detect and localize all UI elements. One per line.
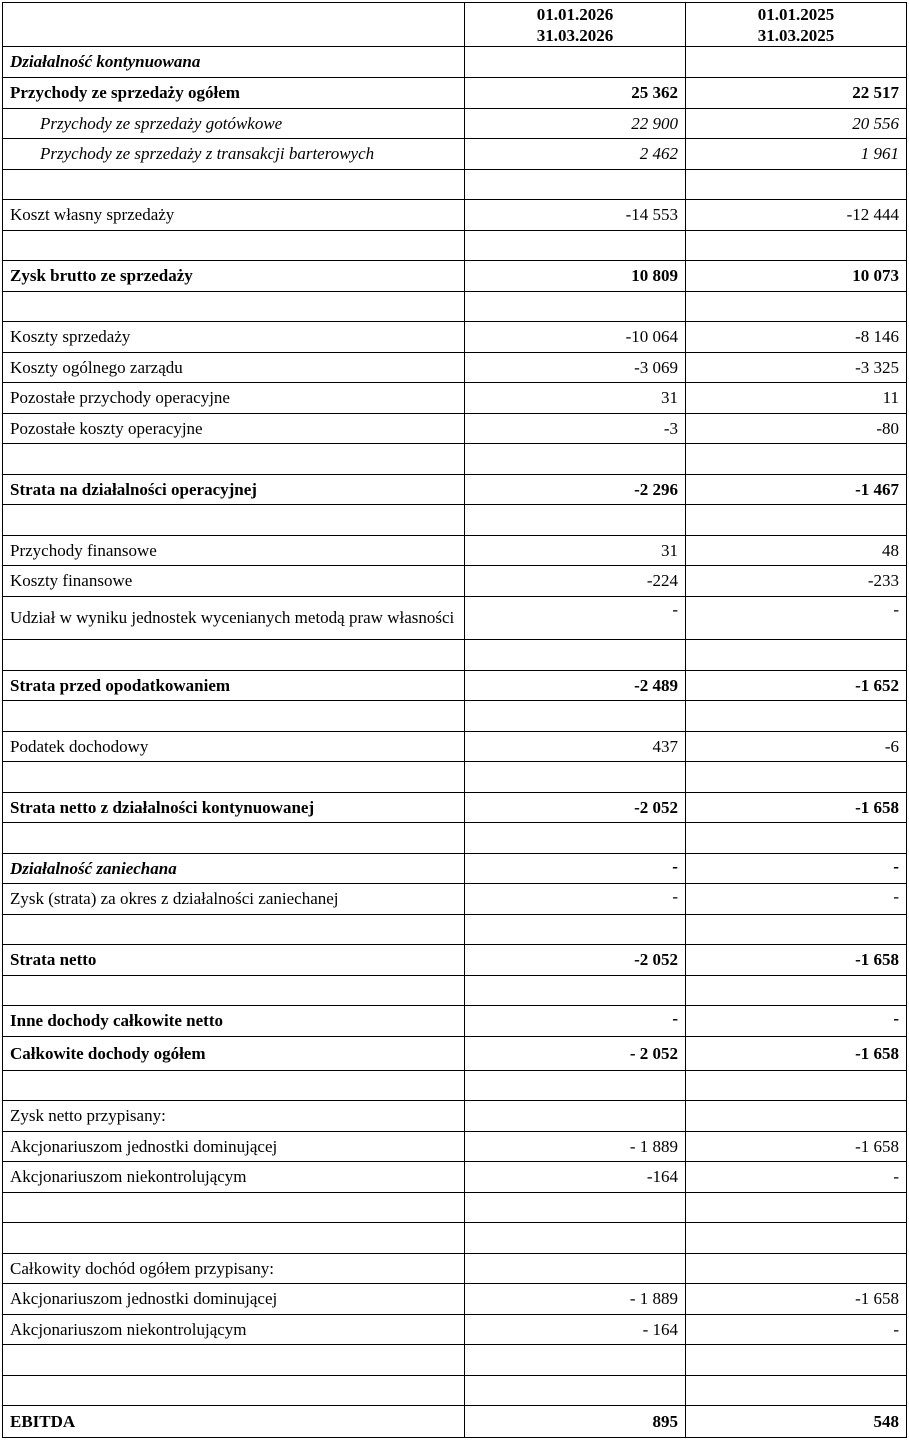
value-prior-period: 548 (686, 1406, 907, 1438)
value-current-period (465, 292, 686, 322)
table-row (3, 823, 907, 854)
value-prior-period: -1 658 (686, 1132, 907, 1162)
row-label (3, 444, 465, 475)
row-label (3, 976, 465, 1006)
value-prior-period (686, 1071, 907, 1101)
value-current-period (465, 444, 686, 475)
value-prior-period (686, 444, 907, 475)
value-prior-period: - (686, 1315, 907, 1345)
value-prior-period: -1 658 (686, 793, 907, 823)
row-label: Zysk brutto ze sprzedaży (3, 261, 465, 292)
row-label: Akcjonariuszom niekontrolującym (3, 1315, 465, 1345)
row-label: Akcjonariuszom jednostki dominującej (3, 1284, 465, 1315)
row-label (3, 1193, 465, 1223)
table-row (3, 976, 907, 1006)
value-prior-period (686, 1345, 907, 1376)
table-row (3, 322, 907, 353)
table-row (3, 1254, 907, 1284)
period-current-start: 01.01.2026 (536, 5, 614, 24)
value-prior-period: 48 (686, 536, 907, 566)
value-prior-period: -6 (686, 732, 907, 762)
value-current-period (465, 915, 686, 945)
value-current-period: 895 (465, 1406, 686, 1438)
value-current-period: 31 (465, 536, 686, 566)
table-row (3, 854, 907, 884)
value-current-period: 2 462 (465, 139, 686, 170)
value-prior-period (686, 976, 907, 1006)
value-current-period: -164 (465, 1162, 686, 1193)
value-current-period (465, 640, 686, 671)
table-row (3, 566, 907, 597)
value-prior-period (686, 762, 907, 793)
table-row (3, 793, 907, 823)
table-row (3, 353, 907, 383)
row-label: Strata netto z działalności kontynuowanej (3, 793, 465, 823)
value-prior-period: - (686, 1006, 907, 1037)
row-label: Przychody ze sprzedaży z transakcji barterowych (3, 139, 465, 170)
value-current-period (465, 231, 686, 261)
table-row (3, 640, 907, 671)
value-current-period (465, 762, 686, 793)
table-row (3, 109, 907, 139)
table-row (3, 1223, 907, 1254)
row-label: Działalność kontynuowana (3, 47, 465, 78)
table-row (3, 383, 907, 414)
table-row (3, 1132, 907, 1162)
row-label: Przychody ze sprzedaży gotówkowe (3, 109, 465, 139)
table-row (3, 292, 907, 322)
row-label (3, 640, 465, 671)
row-label: Akcjonariuszom jednostki dominującej (3, 1132, 465, 1162)
value-prior-period: -233 (686, 566, 907, 597)
value-prior-period: -1 658 (686, 1284, 907, 1315)
value-current-period: -2 052 (465, 793, 686, 823)
table-row (3, 1376, 907, 1406)
value-current-period: -14 553 (465, 200, 686, 231)
value-prior-period (686, 701, 907, 732)
value-current-period: -2 489 (465, 671, 686, 701)
value-current-period: - (465, 597, 686, 640)
table-row (3, 732, 907, 762)
table-row (3, 261, 907, 292)
value-prior-period (686, 1254, 907, 1284)
value-prior-period (686, 170, 907, 200)
row-label (3, 915, 465, 945)
value-prior-period: 22 517 (686, 78, 907, 109)
row-label: Koszty sprzedaży (3, 322, 465, 353)
table-row (3, 536, 907, 566)
table-row (3, 170, 907, 200)
value-current-period (465, 1254, 686, 1284)
table-row (3, 47, 907, 78)
value-current-period: -3 069 (465, 353, 686, 383)
table-row (3, 139, 907, 170)
value-current-period: 437 (465, 732, 686, 762)
table-row (3, 597, 907, 640)
value-current-period: -3 (465, 414, 686, 444)
row-label: Strata netto (3, 945, 465, 976)
value-current-period: -2 052 (465, 945, 686, 976)
table-row (3, 1037, 907, 1071)
value-prior-period (686, 640, 907, 671)
value-prior-period: -1 658 (686, 945, 907, 976)
value-current-period: - 1 889 (465, 1284, 686, 1315)
table-row (3, 1345, 907, 1376)
row-label: Koszty finansowe (3, 566, 465, 597)
value-prior-period: 20 556 (686, 109, 907, 139)
value-current-period (465, 505, 686, 536)
value-prior-period: -80 (686, 414, 907, 444)
row-label (3, 292, 465, 322)
row-label: Pozostałe koszty operacyjne (3, 414, 465, 444)
value-prior-period (686, 505, 907, 536)
table-row (3, 505, 907, 536)
header-period-prior (686, 3, 907, 47)
value-prior-period (686, 1193, 907, 1223)
value-current-period: - (465, 854, 686, 884)
table-row (3, 1284, 907, 1315)
value-current-period (465, 1376, 686, 1406)
table-row (3, 701, 907, 732)
row-label: Inne dochody całkowite netto (3, 1006, 465, 1037)
value-prior-period: - (686, 854, 907, 884)
value-current-period (465, 47, 686, 78)
row-label: Udział w wyniku jednostek wycenianych metodą praw własności (3, 597, 465, 640)
value-current-period (465, 170, 686, 200)
value-current-period: 31 (465, 383, 686, 414)
value-prior-period: 11 (686, 383, 907, 414)
row-label: Koszty ogólnego zarządu (3, 353, 465, 383)
value-prior-period: -8 146 (686, 322, 907, 353)
value-current-period: 25 362 (465, 78, 686, 109)
table-row (3, 671, 907, 701)
financial-table (2, 2, 907, 1438)
value-prior-period: -1 652 (686, 671, 907, 701)
row-label: Pozostałe przychody operacyjne (3, 383, 465, 414)
row-label: EBITDA (3, 1406, 465, 1438)
table-row (3, 1006, 907, 1037)
income-statement (2, 2, 906, 1437)
table-row (3, 231, 907, 261)
value-prior-period (686, 1376, 907, 1406)
value-current-period: -224 (465, 566, 686, 597)
period-current-end: 31.03.2026 (536, 26, 614, 45)
value-prior-period (686, 47, 907, 78)
value-prior-period: -1 658 (686, 1037, 907, 1071)
value-current-period (465, 1223, 686, 1254)
value-current-period: - 164 (465, 1315, 686, 1345)
header-label-cell (3, 3, 465, 47)
row-label (3, 701, 465, 732)
table-body (3, 3, 907, 1438)
value-current-period (465, 1101, 686, 1132)
value-prior-period: - (686, 597, 907, 640)
value-current-period: - 2 052 (465, 1037, 686, 1071)
row-label (3, 823, 465, 854)
table-row (3, 1162, 907, 1193)
value-current-period: 10 809 (465, 261, 686, 292)
value-current-period (465, 1345, 686, 1376)
value-prior-period (686, 1101, 907, 1132)
table-row (3, 444, 907, 475)
value-current-period (465, 976, 686, 1006)
value-current-period: -2 296 (465, 475, 686, 505)
row-label (3, 1345, 465, 1376)
row-label (3, 762, 465, 793)
value-prior-period (686, 231, 907, 261)
row-label: Strata przed opodatkowaniem (3, 671, 465, 701)
table-row (3, 1071, 907, 1101)
row-label (3, 1376, 465, 1406)
row-label: Przychody ze sprzedaży ogółem (3, 78, 465, 109)
table-row (3, 78, 907, 109)
value-current-period: -10 064 (465, 322, 686, 353)
value-prior-period: 10 073 (686, 261, 907, 292)
row-label: Podatek dochodowy (3, 732, 465, 762)
table-row (3, 762, 907, 793)
table-row (3, 945, 907, 976)
row-label (3, 1071, 465, 1101)
value-current-period (465, 1193, 686, 1223)
header-row (3, 3, 907, 47)
value-prior-period (686, 1223, 907, 1254)
value-prior-period: -3 325 (686, 353, 907, 383)
table-row (3, 200, 907, 231)
period-prior-end: 31.03.2025 (757, 26, 835, 45)
row-label (3, 505, 465, 536)
value-current-period: - 1 889 (465, 1132, 686, 1162)
table-row (3, 475, 907, 505)
value-current-period (465, 701, 686, 732)
table-row (3, 1193, 907, 1223)
row-label: Zysk (strata) za okres z działalności zaniechanej (3, 884, 465, 915)
table-row (3, 1101, 907, 1132)
table-row (3, 915, 907, 945)
row-label: Działalność zaniechana (3, 854, 465, 884)
value-prior-period: 1 961 (686, 139, 907, 170)
value-current-period: - (465, 1006, 686, 1037)
value-prior-period (686, 292, 907, 322)
row-label: Całkowity dochód ogółem przypisany: (3, 1254, 465, 1284)
value-prior-period: - (686, 884, 907, 915)
row-label: Koszt własny sprzedaży (3, 200, 465, 231)
period-prior-start: 01.01.2025 (757, 5, 835, 24)
row-label (3, 170, 465, 200)
table-row (3, 884, 907, 915)
table-row (3, 1406, 907, 1438)
row-label: Strata na działalności operacyjnej (3, 475, 465, 505)
table-row (3, 1315, 907, 1345)
header-period-current (465, 3, 686, 47)
table-row (3, 414, 907, 444)
value-prior-period: -1 467 (686, 475, 907, 505)
value-prior-period: - (686, 1162, 907, 1193)
value-prior-period (686, 915, 907, 945)
value-current-period: - (465, 884, 686, 915)
value-current-period: 22 900 (465, 109, 686, 139)
row-label (3, 1223, 465, 1254)
value-current-period (465, 1071, 686, 1101)
row-label (3, 231, 465, 261)
row-label: Przychody finansowe (3, 536, 465, 566)
value-current-period (465, 823, 686, 854)
row-label: Zysk netto przypisany: (3, 1101, 465, 1132)
row-label: Całkowite dochody ogółem (3, 1037, 465, 1071)
row-label: Akcjonariuszom niekontrolującym (3, 1162, 465, 1193)
value-prior-period (686, 823, 907, 854)
value-prior-period: -12 444 (686, 200, 907, 231)
